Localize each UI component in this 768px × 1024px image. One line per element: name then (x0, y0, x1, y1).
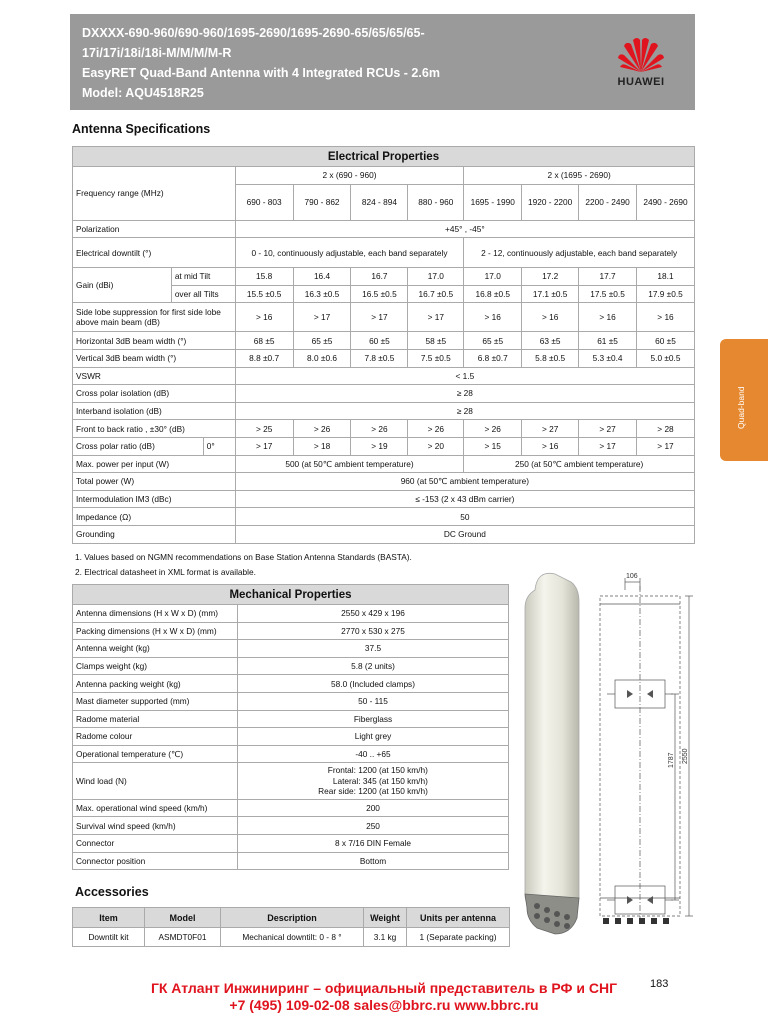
gain-cell: 18.1 (637, 268, 695, 286)
mechanical-title: Mechanical Properties (73, 585, 509, 605)
gain-cell: 16.7 (351, 268, 408, 286)
downtilt-low: 0 - 10, continuously adjustable, each band separately (235, 238, 464, 268)
ftb-label: Front to back ratio , ±30° (dB) (73, 420, 236, 438)
accessories-row (73, 928, 510, 947)
sidelobe-cell: > 16 (235, 303, 293, 332)
mech-value: 37.5 (238, 640, 509, 658)
acc-cell: ASMDT0F01 (145, 928, 221, 947)
gain-cell: 17.9 ±0.5 (637, 285, 695, 303)
ftb-cell: > 27 (522, 420, 579, 438)
mechanical-header-row (73, 585, 509, 605)
impedance-value: 50 (235, 508, 694, 526)
mech-row (73, 640, 509, 658)
sidelobe-cell: > 16 (637, 303, 695, 332)
cpr-row (73, 437, 695, 455)
mech-row (73, 605, 509, 623)
acc-cell: Downtilt kit (73, 928, 145, 947)
mech-value: Fiberglass (238, 710, 509, 728)
vbw-cell: 7.8 ±0.5 (351, 349, 408, 367)
cpr-cell: > 18 (293, 437, 351, 455)
grounding-value: DC Ground (235, 525, 694, 543)
gain-cell: 16.7 ±0.5 (408, 285, 464, 303)
cpr-cell: > 17 (235, 437, 293, 455)
ftb-cell: > 26 (464, 420, 522, 438)
mech-value: 8 x 7/16 DIN Female (238, 835, 509, 853)
ftb-row (73, 420, 695, 438)
grounding-row (73, 525, 695, 543)
title-line-3: EasyRET Quad-Band Antenna with 4 Integrated RCUs - 2.6m (82, 66, 440, 80)
title-line-4: Model: AQU4518R25 (82, 86, 204, 100)
mech-row (73, 745, 509, 763)
band-cell: 824 - 894 (351, 184, 408, 220)
ibi-label: Interband isolation (dB) (73, 402, 236, 420)
side-tab-label: Quad-band (736, 386, 746, 429)
freq-group-high: 2 x (1695 - 2690) (464, 167, 695, 185)
gain-cell: 17.2 (522, 268, 579, 286)
maxpow-low: 500 (at 50℃ ambient temperature) (235, 455, 464, 473)
vswr-row (73, 367, 695, 385)
cpi-label: Cross polar isolation (dB) (73, 385, 236, 403)
sidelobe-cell: > 16 (464, 303, 522, 332)
polarization-label: Polarization (73, 220, 236, 238)
cpi-value: ≥ 28 (235, 385, 694, 403)
cpr-cell: > 17 (579, 437, 637, 455)
gain-cell: 17.5 ±0.5 (579, 285, 637, 303)
hbw-cell: 65 ±5 (464, 332, 522, 350)
mech-label: Radome material (73, 710, 238, 728)
sidelobe-cell: > 17 (408, 303, 464, 332)
maxpow-row (73, 455, 695, 473)
vbw-row (73, 349, 695, 367)
accessories-table (72, 907, 510, 947)
mech-label: Radome colour (73, 728, 238, 746)
electrical-title: Electrical Properties (73, 147, 695, 167)
vbw-cell: 5.0 ±0.5 (637, 349, 695, 367)
band-cell: 880 - 960 (408, 184, 464, 220)
section-title: Antenna Specifications (72, 122, 211, 136)
wind-load-values-cell (238, 763, 509, 800)
totpow-label: Total power (W) (73, 473, 236, 491)
ibi-value: ≥ 28 (235, 402, 694, 420)
mech-label: Operational temperature (℃) (73, 745, 238, 763)
mech-label: Clamps weight (kg) (73, 657, 238, 675)
mech-label: Mast diameter supported (mm) (73, 692, 238, 710)
gain-cell: 16.5 ±0.5 (351, 285, 408, 303)
polarization-value: +45° , -45° (235, 220, 694, 238)
gain-mid-label: at mid Tilt (171, 268, 235, 286)
vbw-cell: 8.8 ±0.7 (235, 349, 293, 367)
wind-load-values (318, 763, 428, 799)
cpr-cell: > 17 (637, 437, 695, 455)
ftb-cell: > 26 (293, 420, 351, 438)
wind-frontal: Frontal: 1200 (at 150 km/h) (327, 765, 428, 776)
band-cell: 2490 - 2690 (637, 184, 695, 220)
ftb-cell: > 26 (408, 420, 464, 438)
acc-header: Weight (364, 908, 407, 928)
freq-group-row (73, 167, 695, 185)
huawei-logo (599, 34, 683, 106)
ftb-cell: > 26 (351, 420, 408, 438)
bottom-cap (525, 894, 579, 934)
antenna-illustration (515, 568, 715, 958)
hbw-cell: 68 ±5 (235, 332, 293, 350)
title-line-1: DXXXX-690-960/690-960/1695-2690/1695-2690-65/65/65/65- (82, 26, 425, 40)
gain-cell: 15.5 ±0.5 (235, 285, 293, 303)
cpr-cell: > 19 (351, 437, 408, 455)
impedance-row (73, 508, 695, 526)
hbw-cell: 58 ±5 (408, 332, 464, 350)
vbw-cell: 5.3 ±0.4 (579, 349, 637, 367)
title-line-2: 17i/17i/18i/18i-M/M/M/M-R (82, 46, 232, 60)
gain-mid-row (73, 268, 695, 286)
vbw-cell: 6.8 ±0.7 (464, 349, 522, 367)
mech-label: Packing dimensions (H x W x D) (mm) (73, 622, 238, 640)
mech-value: Light grey (238, 728, 509, 746)
electrical-properties-table (72, 146, 695, 544)
hbw-row (73, 332, 695, 350)
mech-label: Max. operational wind speed (km/h) (73, 799, 238, 817)
hbw-cell: 61 ±5 (579, 332, 637, 350)
hbw-cell: 63 ±5 (522, 332, 579, 350)
hbw-cell: 60 ±5 (637, 332, 695, 350)
radome-shape (525, 573, 579, 918)
footer-line-1: ГК Атлант Инжиниринг – официальный представитель в РФ и СНГ (150, 980, 618, 996)
mechanical-properties-table (72, 584, 509, 870)
wind-load-row (73, 763, 509, 800)
mech-row (73, 817, 509, 835)
hbw-cell: 65 ±5 (293, 332, 351, 350)
gain-cell: 17.0 (464, 268, 522, 286)
sidelobe-cell: > 17 (293, 303, 351, 332)
mech-label: Connector position (73, 852, 238, 870)
im3-value: ≤ -153 (2 x 43 dBm carrier) (235, 490, 694, 508)
impedance-label: Impedance (Ω) (73, 508, 236, 526)
cpr-cell: > 16 (522, 437, 579, 455)
mech-value: Bottom (238, 852, 509, 870)
mech-row (73, 657, 509, 675)
antenna-drawing (515, 568, 715, 958)
page-number: 183 (650, 978, 669, 990)
huawei-petals-icon (616, 34, 666, 74)
band-cell: 2200 - 2490 (579, 184, 637, 220)
dim-width-label: 106 (626, 573, 638, 580)
footer-line-2: +7 (495) 109-02-08 sales@bbrc.ru www.bbrc.ru (229, 997, 539, 1013)
gain-cell: 17.0 (408, 268, 464, 286)
hbw-label: Horizontal 3dB beam width (°) (73, 332, 236, 350)
mech-label: Survival wind speed (km/h) (73, 817, 238, 835)
ftb-cell: > 25 (235, 420, 293, 438)
sidelobe-row (73, 303, 695, 332)
maxpow-label: Max. power per input (W) (73, 455, 236, 473)
header-banner (70, 14, 695, 110)
vbw-label: Vertical 3dB beam width (°) (73, 349, 236, 367)
downtilt-label: Electrical downtilt (°) (73, 238, 236, 268)
totpow-value: 960 (at 50℃ ambient temperature) (235, 473, 694, 491)
wind-rear: Rear side: 1200 (at 150 km/h) (318, 786, 428, 797)
side-tab-quad-band (720, 339, 768, 461)
accessories-title: Accessories (75, 885, 149, 899)
vbw-cell: 7.5 ±0.5 (408, 349, 464, 367)
vbw-cell: 8.0 ±0.6 (293, 349, 351, 367)
mech-row (73, 835, 509, 853)
wind-lateral: Lateral: 345 (at 150 km/h) (332, 775, 428, 786)
totpow-row (73, 473, 695, 491)
sidelobe-label: Side lobe suppression for first side lobe above main beam (dB) (73, 303, 236, 332)
ibi-row (73, 402, 695, 420)
acc-header: Units per antenna (407, 908, 510, 928)
im3-row (73, 490, 695, 508)
mech-value: 2550 x 429 x 196 (238, 605, 509, 623)
clamp-bolts (603, 918, 669, 924)
acc-header: Item (73, 908, 145, 928)
brand-name: HUAWEI (617, 76, 665, 88)
mech-label: Antenna packing weight (kg) (73, 675, 238, 693)
cpr-cell: > 15 (464, 437, 522, 455)
mech-row (73, 852, 509, 870)
acc-cell: 1 (Separate packing) (407, 928, 510, 947)
mech-row (73, 710, 509, 728)
cpr-label: Cross polar ratio (dB) (73, 437, 204, 455)
band-cell: 790 - 862 (293, 184, 351, 220)
mech-row (73, 728, 509, 746)
mech-value: -40 .. +65 (238, 745, 509, 763)
acc-header: Description (221, 908, 364, 928)
electrical-header-row (73, 147, 695, 167)
vswr-label: VSWR (73, 367, 236, 385)
sidelobe-cell: > 16 (579, 303, 637, 332)
dimension-drawing (600, 578, 693, 924)
sidelobe-cell: > 16 (522, 303, 579, 332)
footnote-2: 2. Electrical datasheet in XML format is available. (75, 567, 256, 577)
gain-cell: 17.7 (579, 268, 637, 286)
cpr-cell: > 20 (408, 437, 464, 455)
dim-2550-label: 2550 (682, 748, 689, 764)
mech-label: Antenna weight (kg) (73, 640, 238, 658)
gain-cell: 15.8 (235, 268, 293, 286)
mech-value: 58.0 (Included clamps) (238, 675, 509, 693)
downtilt-row (73, 238, 695, 268)
acc-header: Model (145, 908, 221, 928)
band-cell: 1920 - 2200 (522, 184, 579, 220)
mech-row (73, 622, 509, 640)
mech-label: Connector (73, 835, 238, 853)
mech-value: 50 - 115 (238, 692, 509, 710)
mech-row (73, 799, 509, 817)
gain-label: Gain (dBi) (73, 268, 172, 303)
freq-group-low: 2 x (690 - 960) (235, 167, 464, 185)
acc-cell: Mechanical downtilt: 0 - 8 ° (221, 928, 364, 947)
mech-row (73, 692, 509, 710)
gain-cell: 17.1 ±0.5 (522, 285, 579, 303)
gain-cell: 16.3 ±0.5 (293, 285, 351, 303)
product-title (82, 23, 582, 103)
acc-cell: 3.1 kg (364, 928, 407, 947)
cpi-row (73, 385, 695, 403)
freq-label: Frequency range (MHz) (73, 167, 236, 221)
mech-value: 200 (238, 799, 509, 817)
band-cell: 1695 - 1990 (464, 184, 522, 220)
grounding-label: Grounding (73, 525, 236, 543)
mech-row (73, 675, 509, 693)
gain-all-label: over all Tilts (171, 285, 235, 303)
gain-cell: 16.4 (293, 268, 351, 286)
maxpow-high: 250 (at 50℃ ambient temperature) (464, 455, 695, 473)
im3-label: Intermodulation IM3 (dBc) (73, 490, 236, 508)
mech-value: 250 (238, 817, 509, 835)
sidelobe-cell: > 17 (351, 303, 408, 332)
ftb-cell: > 27 (579, 420, 637, 438)
vswr-value: < 1.5 (235, 367, 694, 385)
hbw-cell: 60 ±5 (351, 332, 408, 350)
vbw-cell: 5.8 ±0.5 (522, 349, 579, 367)
footnote-1: 1. Values based on NGMN recommendations on Base Station Antenna Standards (BASTA). (75, 552, 412, 562)
dim-1787-label: 1787 (668, 752, 675, 768)
ftb-cell: > 28 (637, 420, 695, 438)
accessories-header-row (73, 908, 510, 928)
cpr-angle: 0° (203, 437, 235, 455)
gain-cell: 16.8 ±0.5 (464, 285, 522, 303)
downtilt-high: 2 - 12, continuously adjustable, each band separately (464, 238, 695, 268)
wind-load-label: Wind load (N) (73, 763, 238, 800)
footer (60, 980, 708, 1014)
mech-label: Antenna dimensions (H x W x D) (mm) (73, 605, 238, 623)
mech-value: 5.8 (2 units) (238, 657, 509, 675)
polarization-row (73, 220, 695, 238)
mech-value: 2770 x 530 x 275 (238, 622, 509, 640)
band-cell: 690 - 803 (235, 184, 293, 220)
